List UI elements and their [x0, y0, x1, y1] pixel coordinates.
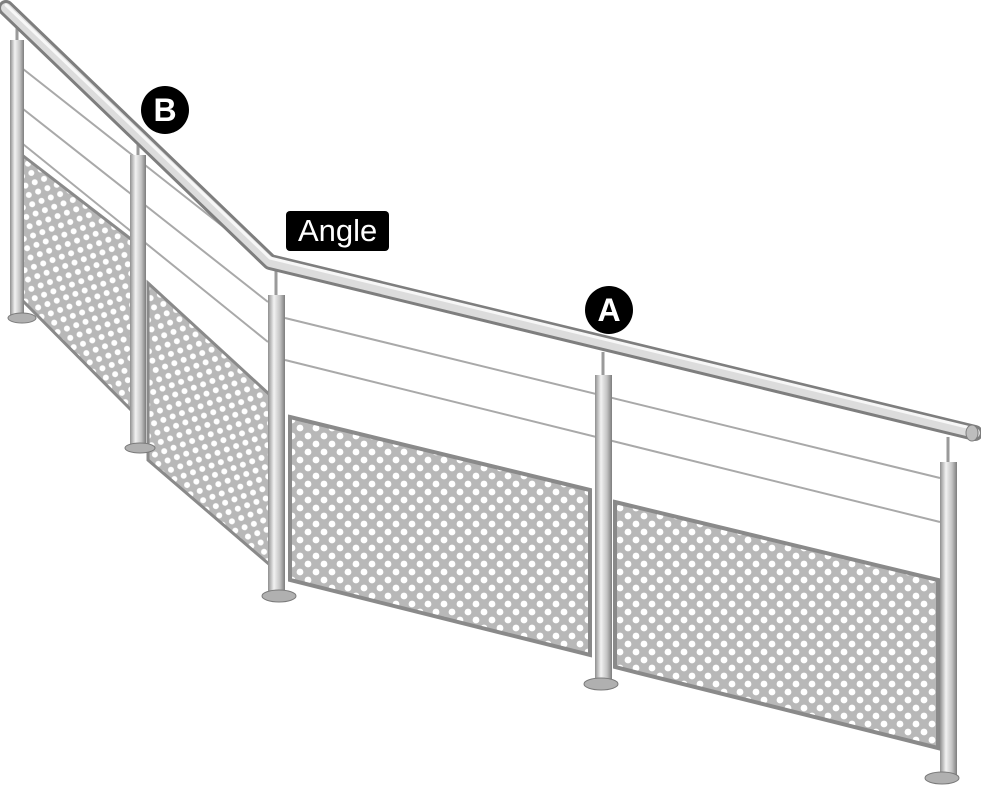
panel-b-2	[148, 283, 270, 565]
marker-b-badge: B	[141, 86, 189, 134]
panel-a-2	[615, 502, 938, 748]
angle-label: Angle	[286, 211, 389, 251]
panel-a-1	[290, 417, 590, 655]
panel-b-1	[22, 155, 136, 415]
marker-a-badge: A	[585, 286, 633, 334]
